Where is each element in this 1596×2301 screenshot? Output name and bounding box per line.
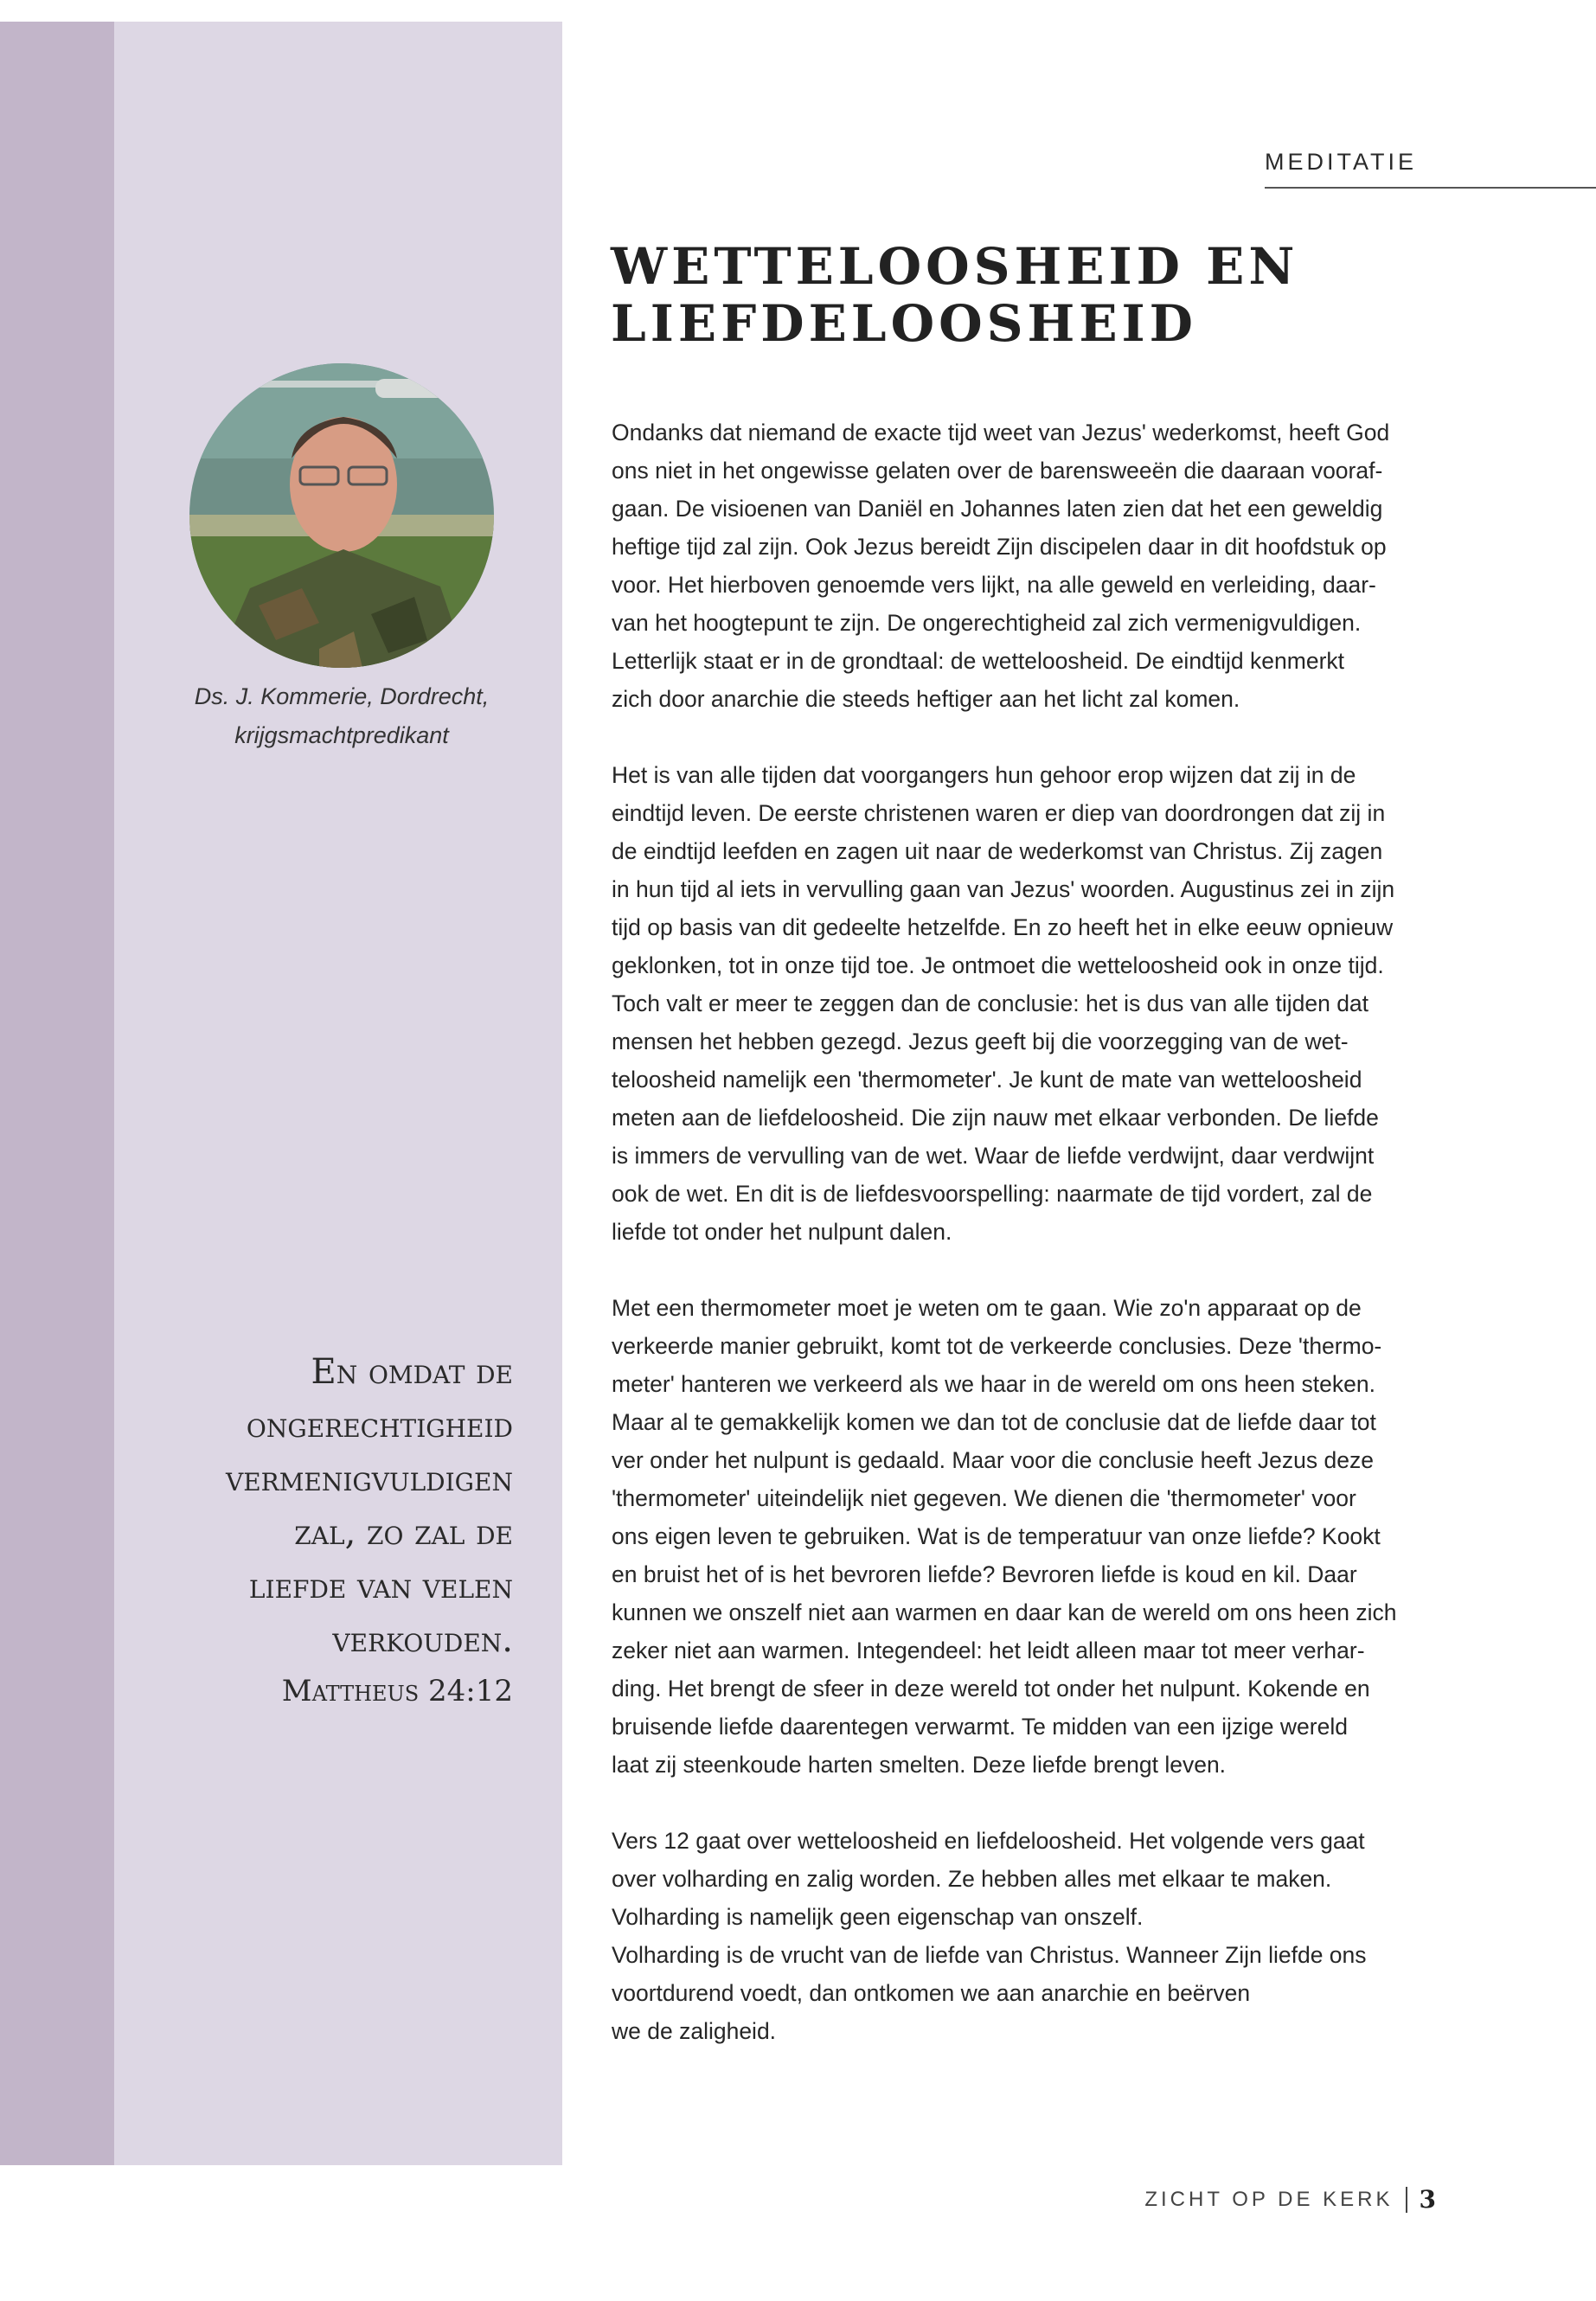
section-label: MEDITATIE bbox=[1265, 149, 1417, 175]
page-number: 3 bbox=[1419, 2185, 1436, 2214]
quote-line: vermenigvuldigen bbox=[225, 1459, 513, 1499]
paragraph-line: zeker niet aan warmen. Integendeel: het leidt alleen maar tot meer verhar- bbox=[612, 1638, 1365, 1663]
article-paragraph bbox=[612, 756, 1477, 1251]
paragraph-line: we de zaligheid. bbox=[612, 2018, 777, 2044]
quote-line: liefde van velen bbox=[248, 1567, 513, 1606]
paragraph-line: meter' hanteren we verkeerd als we haar in de wereld om ons heen steken. bbox=[612, 1371, 1375, 1397]
article-title bbox=[611, 238, 1476, 352]
paragraph-line: de eindtijd leefden en zagen uit naar de wederkomst van Christus. Zij zagen bbox=[612, 838, 1383, 864]
paragraph-line: voor. Het hierboven genoemde vers lijkt, na alle geweld en verleiding, daar- bbox=[612, 572, 1376, 598]
paragraph-line: geklonken, tot in onze tijd toe. Je ontmoet die wetteloosheid ook in onze tijd. bbox=[612, 952, 1384, 978]
paragraph-line: Het is van alle tijden dat voorgangers hun gehoor erop wijzen dat zij in de bbox=[612, 762, 1356, 788]
caption-line: krijgsmachtpredikant bbox=[234, 722, 449, 748]
quote-line: ongerechtigheid bbox=[246, 1406, 513, 1445]
paragraph-line: ons eigen leven te gebruiken. Wat is de temperatuur van onze liefde? Kookt bbox=[612, 1523, 1381, 1549]
paragraph-line: Volharding is namelijk geen eigenschap van onszelf. bbox=[612, 1904, 1144, 1930]
section-divider bbox=[1265, 187, 1596, 189]
paragraph-line: liefde tot onder het nulpunt dalen. bbox=[612, 1219, 952, 1245]
quote-line: zal, zo zal de bbox=[294, 1513, 513, 1553]
footer-divider bbox=[1406, 2187, 1407, 2213]
caption-line: Ds. J. Kommerie, Dordrecht, bbox=[194, 683, 490, 709]
paragraph-line: eindtijd leven. De eerste christenen waren er diep van doordrongen dat zij in bbox=[612, 800, 1386, 826]
paragraph-line: en bruist het of is het bevroren liefde? Bevroren liefde is koud en kil. Daar bbox=[612, 1561, 1357, 1587]
paragraph-line: meten aan de liefdeloosheid. Die zijn nauw met elkaar verbonden. De liefde bbox=[612, 1105, 1379, 1131]
quote-line: verkouden. bbox=[332, 1620, 513, 1660]
paragraph-line: Toch valt er meer te zeggen dan de conclusie: het is dus van alle tijden dat bbox=[612, 990, 1369, 1016]
publication-name: ZICHT OP DE KERK bbox=[1144, 2187, 1394, 2211]
paragraph-line: kunnen we onszelf niet aan warmen en daar kan de wereld om ons heen zich bbox=[612, 1599, 1397, 1625]
author-caption bbox=[138, 677, 545, 755]
paragraph-line: teloosheid namelijk een 'thermometer'. Je kunt de mate van wetteloosheid bbox=[612, 1067, 1362, 1093]
paragraph-line: ons niet in het ongewisse gelaten over de barensweeën die daaraan vooraf- bbox=[612, 458, 1383, 484]
paragraph-line: gaan. De visioenen van Daniël en Johannes laten zien dat het een geweldig bbox=[612, 496, 1383, 522]
paragraph-line: voortdurend voedt, dan ontkomen we aan anarchie en beërven bbox=[612, 1980, 1251, 2006]
title-line: WETTELOOSHEID EN bbox=[611, 237, 1299, 296]
paragraph-line: zich door anarchie die steeds heftiger aan het licht zal komen. bbox=[612, 686, 1240, 712]
paragraph-line: van het hoogtepunt te zijn. De ongerechtigheid zal zich vermenigvuldigen. bbox=[612, 610, 1362, 636]
article-paragraph bbox=[612, 1289, 1477, 1784]
paragraph-line: bruisende liefde daarentegen verwarmt. Te midden van een ijzige wereld bbox=[612, 1714, 1348, 1740]
paragraph-line: 'thermometer' uiteindelijk niet gegeven. We dienen die 'thermometer' voor bbox=[612, 1485, 1356, 1511]
paragraph-line: Ondanks dat niemand de exacte tijd weet van Jezus' wederkomst, heeft God bbox=[612, 420, 1390, 445]
paragraph-line: verkeerde manier gebruikt, komt tot de verkeerde conclusies. Deze 'thermo- bbox=[612, 1333, 1382, 1359]
title-line: LIEFDELOOSHEID bbox=[611, 294, 1197, 353]
paragraph-line: Met een thermometer moet je weten om te gaan. Wie zo'n apparaat op de bbox=[612, 1295, 1362, 1321]
paragraph-line: ook de wet. En dit is de liefdesvoorspelling: naarmate de tijd vordert, zal de bbox=[612, 1181, 1373, 1207]
paragraph-line: over volharding en zalig worden. Ze hebben alles met elkaar te maken. bbox=[612, 1866, 1332, 1892]
sidebar-panel bbox=[114, 22, 562, 2165]
article-paragraph bbox=[612, 1822, 1477, 2050]
paragraph-line: ding. Het brengt de sfeer in deze wereld tot onder het nulpunt. Kokende en bbox=[612, 1676, 1370, 1702]
paragraph-line: laat zij steenkoude harten smelten. Deze liefde brengt leven. bbox=[612, 1752, 1227, 1778]
paragraph-line: ver onder het nulpunt is gedaald. Maar voor die conclusie heeft Jezus deze bbox=[612, 1447, 1374, 1473]
page-footer bbox=[1144, 2185, 1436, 2214]
article-paragraph bbox=[612, 413, 1477, 718]
paragraph-line: heftige tijd zal zijn. Ook Jezus bereidt Zijn discipelen daar in dit hoofdstuk op bbox=[612, 534, 1387, 560]
author-photo bbox=[189, 363, 494, 668]
paragraph-line: Letterlijk staat er in de grondtaal: de wetteloosheid. De eindtijd kenmerkt bbox=[612, 648, 1345, 674]
pull-quote bbox=[121, 1345, 513, 1667]
paragraph-line: mensen het hebben gezegd. Jezus geeft bij die voorzegging van de wet- bbox=[612, 1029, 1349, 1054]
quote-line: En omdat de bbox=[311, 1352, 513, 1392]
article-body bbox=[612, 413, 1477, 2088]
sidebar-accent-stripe bbox=[0, 22, 114, 2165]
quote-reference: Mattheus 24:12 bbox=[281, 1674, 513, 1708]
paragraph-line: Volharding is de vrucht van de liefde van Christus. Wanneer Zijn liefde ons bbox=[612, 1942, 1367, 1968]
paragraph-line: Maar al te gemakkelijk komen we dan tot de conclusie dat de liefde daar tot bbox=[612, 1409, 1376, 1435]
paragraph-line: Vers 12 gaat over wetteloosheid en liefdeloosheid. Het volgende vers gaat bbox=[612, 1828, 1365, 1854]
paragraph-line: in hun tijd al iets in vervulling gaan van Jezus' woorden. Augustinus zei in zijn bbox=[612, 876, 1395, 902]
paragraph-line: tijd op basis van dit gedeelte hetzelfde. En zo heeft het in elke eeuw opnieuw bbox=[612, 914, 1394, 940]
paragraph-line: is immers de vervulling van de wet. Waar de liefde verdwijnt, daar verdwijnt bbox=[612, 1143, 1375, 1169]
